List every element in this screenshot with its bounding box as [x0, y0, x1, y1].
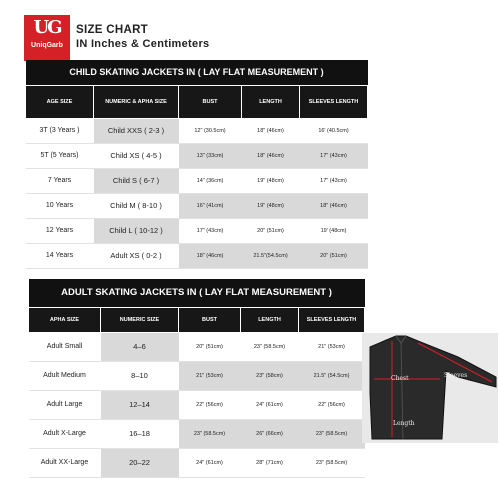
table-cell: Adult Small — [29, 332, 101, 361]
table-cell: 14 Years — [26, 243, 94, 268]
column-header: SLEEVES LENGTH — [299, 307, 365, 332]
table-cell: 22" (56cm) — [299, 390, 365, 419]
table-cell: 18" (46cm) — [179, 243, 242, 268]
table-cell: 3T (3 Years ) — [26, 118, 94, 143]
table-cell: Adult Large — [29, 390, 101, 419]
table-cell: 17" (43cm) — [300, 143, 368, 168]
table-cell: 22" (56cm) — [179, 390, 241, 419]
column-header: AGE SIZE — [26, 85, 94, 118]
table-cell: 8–10 — [101, 361, 179, 390]
sleeves-label: Sleeves — [444, 372, 468, 379]
table-row — [29, 448, 365, 477]
table-cell: 23" (58cm) — [241, 361, 299, 390]
table-cell: 19" (48cm) — [242, 193, 300, 218]
table-cell: 16" (41cm) — [179, 193, 242, 218]
table-cell: 16–18 — [101, 419, 179, 448]
table-row — [29, 419, 365, 448]
table-cell: 23" (58.5cm) — [241, 332, 299, 361]
logo-brand-name: UniqGarb — [31, 42, 63, 49]
table-cell: 13" (33cm) — [179, 143, 242, 168]
chest-label: Chest — [391, 375, 409, 382]
table-cell: 23" (58.5cm) — [299, 448, 365, 477]
table-cell: 18" (46cm) — [242, 143, 300, 168]
table-cell: 23" (58.5cm) — [179, 419, 241, 448]
table-cell: 16' (40.5cm) — [300, 118, 368, 143]
logo-mark: UG — [33, 17, 61, 38]
page-subtitle: IN Inches & Centimeters — [76, 38, 210, 50]
table-cell: 12–14 — [101, 390, 179, 419]
table-cell: 18" (46cm) — [300, 193, 368, 218]
column-header: BUST — [179, 307, 241, 332]
table-row — [26, 193, 368, 218]
table-cell: 14" (36cm) — [179, 168, 242, 193]
column-header: LENGTH — [242, 85, 300, 118]
page-title: SIZE CHART — [76, 24, 148, 36]
table-cell: 20" (51cm) — [179, 332, 241, 361]
table-cell: 21.5" (54.5cm) — [299, 361, 365, 390]
column-header: LENGTH — [241, 307, 299, 332]
table-row — [26, 118, 368, 143]
jacket-measurement-illustration — [362, 333, 498, 443]
table-cell: 7 Years — [26, 168, 94, 193]
table-row — [29, 332, 365, 361]
table-cell: 17" (43cm) — [300, 168, 368, 193]
table-cell: 21" (53cm) — [179, 361, 241, 390]
adult-table-header-row — [29, 307, 365, 332]
table-row — [29, 390, 365, 419]
adult-table-banner — [29, 279, 365, 307]
jacket-icon — [362, 333, 498, 443]
table-row — [26, 243, 368, 268]
column-header: NUMERIC & APHA SIZE — [94, 85, 179, 118]
table-cell: Adult XX-Large — [29, 448, 101, 477]
table-cell: 26" (66cm) — [241, 419, 299, 448]
table-cell: 24" (61cm) — [179, 448, 241, 477]
table-row — [29, 361, 365, 390]
column-header: SLEEVES LENGTH — [300, 85, 368, 118]
table-cell: Child M ( 8-10 ) — [94, 193, 179, 218]
table-cell: Child S ( 6-7 ) — [94, 168, 179, 193]
table-cell: 17" (43cm) — [179, 218, 242, 243]
table-cell: 18" (46cm) — [242, 118, 300, 143]
column-header: NUMERIC SIZE — [101, 307, 179, 332]
table-cell: 24" (61cm) — [241, 390, 299, 419]
column-header: BUST — [179, 85, 242, 118]
child-table-header-row — [26, 85, 368, 118]
child-size-table — [25, 60, 368, 269]
table-cell: 19" (48cm) — [242, 168, 300, 193]
table-cell: 21" (53cm) — [299, 332, 365, 361]
table-cell: 12 Years — [26, 218, 94, 243]
child-table-banner — [26, 60, 368, 85]
table-cell: 5T (5 Years) — [26, 143, 94, 168]
table-cell: Child XS ( 4-5 ) — [94, 143, 179, 168]
table-cell: 28" (71cm) — [241, 448, 299, 477]
table-cell: Child L ( 10-12 ) — [94, 218, 179, 243]
adult-table-title: ADULT SKATING JACKETS IN ( LAY FLAT MEASUREMENT ) — [29, 279, 365, 307]
table-row — [26, 168, 368, 193]
table-cell: 4–6 — [101, 332, 179, 361]
table-row — [26, 218, 368, 243]
child-table-title: CHILD SKATING JACKETS IN ( LAY FLAT MEASUREMENT ) — [26, 60, 368, 85]
table-row — [26, 143, 368, 168]
table-cell: 10 Years — [26, 193, 94, 218]
table-cell: Child XXS ( 2-3 ) — [94, 118, 179, 143]
brand-logo — [24, 15, 70, 61]
table-cell: 20–22 — [101, 448, 179, 477]
adult-size-table — [28, 279, 365, 478]
table-cell: Adult XS ( 0-2 ) — [94, 243, 179, 268]
column-header: APHA SIZE — [29, 307, 101, 332]
table-cell: 21.5"(54.5cm) — [242, 243, 300, 268]
table-cell: 12" (30.5cm) — [179, 118, 242, 143]
length-label: Length — [393, 420, 415, 427]
table-cell: 20" (51cm) — [300, 243, 368, 268]
table-cell: 19' (48cm) — [300, 218, 368, 243]
table-cell: Adult X-Large — [29, 419, 101, 448]
table-cell: 23" (58.5cm) — [299, 419, 365, 448]
table-cell: 20" (51cm) — [242, 218, 300, 243]
table-cell: Adult Medium — [29, 361, 101, 390]
